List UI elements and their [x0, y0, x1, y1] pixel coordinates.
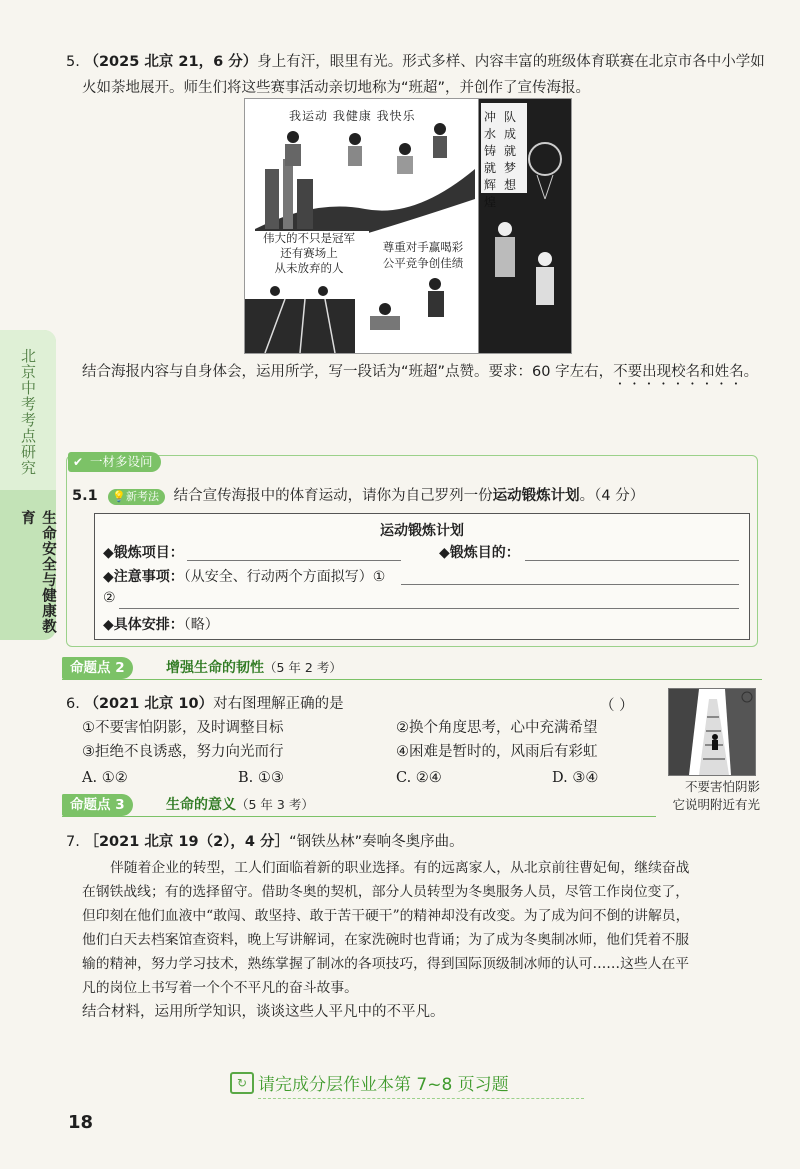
topic-3-title-wrap [166, 794, 314, 816]
q5-number: 5. [66, 54, 80, 70]
q7-ask: 结合材料，运用所学知识，谈谈这些人平凡中的不平凡。 [82, 1004, 445, 1020]
plan-schedule-hint: （略） [183, 617, 219, 633]
topic-2-title: 增强生命的韧性 [166, 660, 264, 676]
check-icon: ✔ [73, 455, 84, 469]
q6-option-2: ②换个角度思考，心中充满希望 [396, 720, 598, 736]
poster-mid-caption [371, 239, 475, 271]
plan-notes-label: ◆注意事项： [103, 569, 184, 585]
q6-figure-caption-2: 它说明附近有光 [672, 797, 760, 812]
q6-stem: 对右图理解正确的是 [213, 696, 344, 712]
poster-banner-char: 煌 [484, 195, 497, 209]
q5-text-line2: 火如荼地展开。师生们将这些赛事活动亲切地称为“班超”，并创作了宣传海报。 [82, 80, 591, 96]
poster-left-caption [249, 231, 369, 276]
q5-instruction-emphasis: 不要出现校名和姓名。 [613, 364, 759, 380]
q7-material-line: 他们白天去档案馆查资料，晚上写讲解词，在家洗碗时也背诵；为了成为冬奥制冰师，他们凭着不服 [82, 932, 690, 948]
poster-left-caption-line: 从未放弃的人 [274, 261, 344, 275]
poster-left-caption-line: 伟大的不只是冠军 [263, 231, 355, 245]
topic-3-title: 生命的意义 [166, 797, 236, 813]
poster-mid-caption-line: 尊重对手赢喝彩 [382, 240, 464, 254]
poster-top-text: 我运动 我健康 我快乐 [289, 109, 416, 123]
side-tab-top-label: 北京中考考点研究 [19, 348, 37, 476]
plan-goal-blank[interactable] [525, 560, 739, 561]
plan-notes [103, 566, 385, 586]
topic-2-header [62, 657, 762, 679]
q7-material-line: 在钢铁战线；有的选择留守。借助冬奥的契机，部分人员转型为冬奥服务人员，尽管工作岗位变了， [82, 884, 690, 900]
poster-banner-char: 冲 [484, 110, 497, 124]
topic-2-title-wrap [166, 657, 342, 679]
poster-banner [484, 109, 524, 211]
topic-3-header [62, 794, 656, 816]
topic-3-tag: 命题点 3 [62, 794, 133, 816]
question-6 [66, 692, 344, 716]
topic-2-tag: 命题点 2 [62, 657, 133, 679]
variation-tag [68, 452, 161, 472]
q7-material-line: 伴随着企业的转型，工人们面临着新的职业选择。有的远离家人，从北京前往曹妃甸，继续奋战 [110, 860, 690, 876]
poster-left-caption-line: 还有赛场上 [280, 246, 338, 260]
side-tab [0, 330, 56, 640]
question-7 [66, 830, 464, 854]
topic-3-count: （5 年 3 考） [236, 797, 314, 812]
q7-material [82, 856, 762, 1000]
plan-goal-label: ◆锻炼目的： [439, 545, 520, 561]
q5-1 [72, 484, 644, 508]
topic-2-rule [62, 679, 762, 680]
poster-mid-caption-line: 公平竞争创佳绩 [382, 256, 464, 270]
q5-1-number: 5.1 [72, 488, 98, 504]
q7-material-line: 凡的岗位上书写着一个个不平凡的奋斗故事。 [82, 980, 358, 996]
poster-banner-char: 辉 [484, 178, 497, 192]
page-number: 18 [68, 1112, 94, 1133]
q6-source: （2021 北京 10） [84, 696, 214, 712]
side-tab-bottom-label: 生命安全与健康教育 [19, 510, 56, 634]
variation-tag-label: 一材多设问 [90, 454, 153, 469]
q5-1-points: 。（4 分） [579, 488, 645, 504]
q5-instruction-text: 结合海报内容与自身体会，运用所学，写一段话为“班超”点赞。要求：60 字左右， [82, 364, 614, 380]
q6-option-4: ④困难是暂时的，风雨后有彩虹 [396, 744, 598, 760]
poster-banner-char: 水 [484, 127, 497, 141]
homework-hint-underline [258, 1098, 584, 1099]
plan-item-label: ◆锻炼项目： [103, 545, 184, 561]
q7-source: ［2021 北京 19（2），4 分］ [84, 834, 290, 850]
q6-number: 6. [66, 696, 80, 712]
q6-option-1: ①不要害怕阴影，及时调整目标 [82, 720, 284, 736]
poster-banner-char: 成 [504, 127, 517, 141]
q7-material-line: 输的精神，努力学习技术，熟练掌握了制冰的各项技巧，得到国际顶级制冰师的认可……这些人在平 [82, 956, 690, 972]
q6-choice-d[interactable]: D. ③④ [552, 770, 599, 786]
sports-poster [244, 98, 572, 354]
exercise-plan-box [94, 513, 750, 640]
topic-3-rule [62, 816, 656, 817]
q5-instruction [82, 360, 758, 388]
poster-banner-char: 铸 [484, 144, 497, 158]
plan-notes-hint: （从安全、行动两个方面拟写）① [183, 569, 386, 585]
homework-icon: ↻ [230, 1072, 254, 1094]
q6-figure [668, 688, 756, 776]
topic-2-count: （5 年 2 考） [264, 660, 342, 675]
poster-banner-char: 就 [504, 144, 517, 158]
homework-hint[interactable] [230, 1070, 590, 1100]
plan-title: 运动锻炼计划 [380, 523, 464, 539]
plan-item-blank[interactable] [187, 560, 401, 561]
plan-notes-second: ② [103, 590, 116, 606]
poster-banner-char: 就 [484, 161, 497, 175]
q6-choice-b[interactable]: B. ①③ [238, 770, 284, 786]
q6-option-3: ③拒绝不良诱惑，努力向光而行 [82, 744, 284, 760]
q5-source: （2025 北京 21，6 分） [84, 54, 258, 70]
poster-banner-char: 想 [504, 178, 517, 192]
plan-schedule [103, 614, 219, 634]
q6-choice-c[interactable]: C. ②④ [396, 770, 442, 786]
q7-number: 7. [66, 834, 80, 850]
q6-choice-a[interactable]: A. ①② [82, 770, 128, 786]
q5-1-prompt: 结合宣传海报中的体育运动，请你为自己罗列一份 [173, 488, 493, 504]
q7-title: “钢铁丛林”奏响冬奥序曲。 [289, 834, 464, 850]
badge-label: 新考法 [126, 490, 159, 503]
new-method-badge [108, 489, 165, 505]
q6-figure-caption-1: 不要害怕阴影 [684, 779, 760, 794]
poster-banner-char: 队 [504, 110, 517, 124]
q6-figure-caption [664, 778, 760, 814]
q6-answer-blank[interactable]: （ ） [600, 698, 634, 714]
poster-banner-char: 梦 [504, 161, 517, 175]
plan-notes-blank-1[interactable] [401, 584, 739, 585]
staircase-shadow-illustration [669, 689, 755, 775]
lightbulb-icon: 💡 [112, 490, 126, 503]
q7-material-line: 但印刻在他们血液中“敢闯、敢坚持、敢于苦干硬干”的精神却没有改变。为了成为问不倒的讲解员， [82, 908, 690, 924]
question-5 [66, 50, 766, 74]
plan-notes-blank-2[interactable] [119, 608, 739, 609]
q5-text-line1: 身上有汗，眼里有光。形式多样、内容丰富的班级体育联赛在北京市各中小学如 [257, 54, 765, 70]
plan-schedule-label: ◆具体安排： [103, 617, 184, 633]
q5-1-prompt-bold: 运动锻炼计划 [492, 488, 580, 504]
homework-hint-text: 请完成分层作业本第 7~8 页习题 [258, 1075, 509, 1095]
